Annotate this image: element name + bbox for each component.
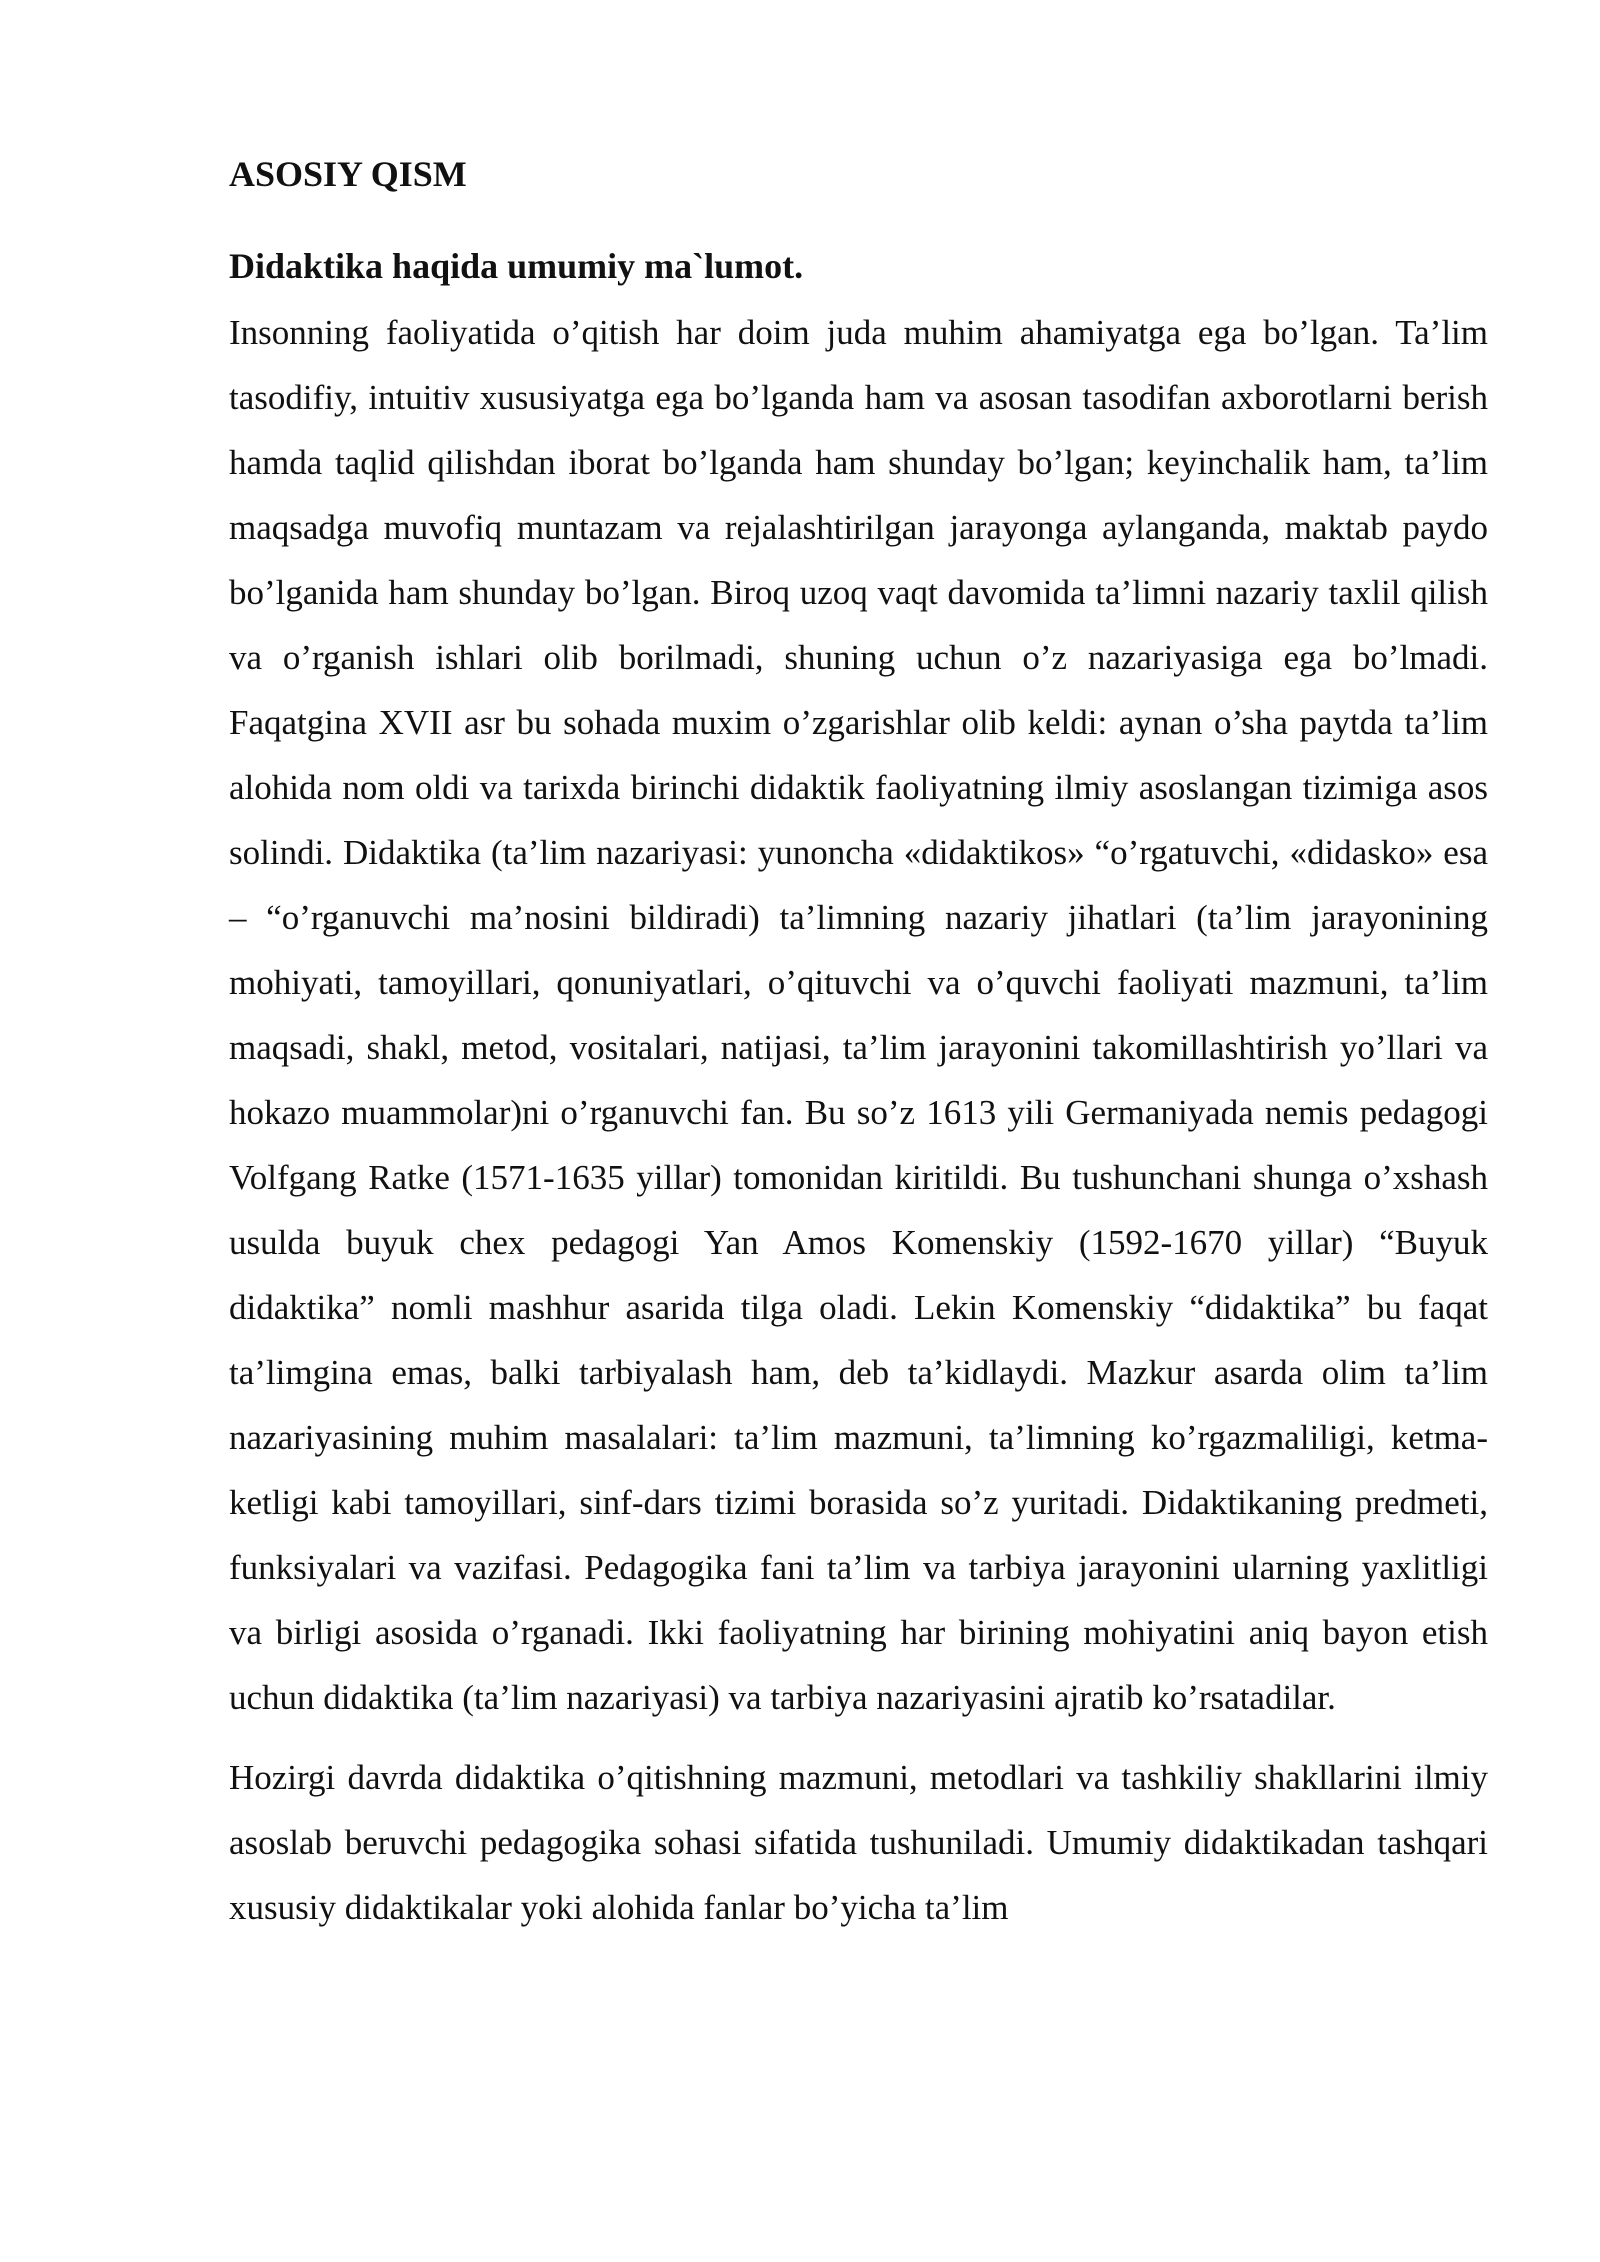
body-paragraph-2: Hozirgi davrda didaktika o’qitishning mazmuni, metodlari va tashkiliy shakllarini ilmiy asoslab beruvchi pedagogika sohasi sifatida tushuniladi. Umumiy didaktikadan tashqari xususiy didaktikalar yoki alohida fanlar bo’yicha ta’lim	[229, 1758, 1488, 1927]
subsection-title: Didaktika haqida umumiy ma`lumot.	[229, 246, 804, 286]
document-page	[229, 148, 1488, 1940]
body-paragraph-1: Insonning faoliyatida o’qitish har doim juda muhim ahamiyatga ega bo’lgan. Ta’lim tasodifiy, intuitiv xususiyatga ega bo’lganda ham va asosan tasodifan axborotlarni berish hamda taqlid qilishdan iborat bo’lganda ham shunday bo’lgan; keyinchalik ham, ta’lim maqsadga muvofiq muntazam va rejalashtirilgan jarayonga aylanganda, maktab paydo bo’lganida ham shunday bo’lgan. Biroq uzoq vaqt davomida ta’limni nazariy taxlil qilish va o’rganish ishlari olib borilmadi, shuning uchun o’z nazariyasiga ega bo’lmadi. Faqatgina XVII asr bu sohada muxim o’zgarishlar olib keldi: aynan o’sha paytda ta’lim alohida nom oldi va tarixda birinchi didaktik faoliyatning ilmiy asoslangan tizimiga asos solindi. Didaktika (ta’lim nazariyasi: yunoncha «didaktikos» “o’rgatuvchi, «didasko» esa – “o’rganuvchi ma’nosini bildiradi) ta’limning nazariy jihatlari (ta’lim jarayonining mohiyati, tamoyillari, qonuniyatlari, o’qituvchi va o’quvchi faoliyati mazmuni, ta’lim maqsadi, shakl, metod, vositalari, natijasi, ta’lim jarayonini takomillashtirish yo’llari va hokazo muammolar)ni o’rganuvchi fan. Bu so’z 1613 yili Germaniyada nemis pedagogi Volfgang Ratke (1571-1635 yillar) tomonidan kiritildi. Bu tushunchani shunga o’xshash usulda buyuk chex pedagogi Yan Amos Komenskiy (1592-1670 yillar) “Buyuk didaktika” nomli mashhur asarida tilga oladi. Lekin Komenskiy “didaktika” bu faqat ta’limgina emas, balki tarbiyalash ham, deb ta’kidlaydi. Mazkur asarda olim ta’lim nazariyasining muhim masalalari: ta’lim mazmuni, ta’limning ko’rgazmaliligi, ketma-ketligi kabi tamoyillari, sinf-dars tizimi borasida so’z yuritadi. Didaktikaning predmeti, funksiyalari va vazifasi. Pedagogika fani ta’lim va tarbiya jarayonini ularning yaxlitligi va birligi asosida o’rganadi. Ikki faoliyatning har birining mohiyatini aniq bayon etish uchun didaktika (ta’lim nazariyasi) va tarbiya nazariyasini ajratib ko’rsatadilar.	[229, 313, 1488, 1717]
section-title: ASOSIY QISM	[229, 154, 467, 194]
